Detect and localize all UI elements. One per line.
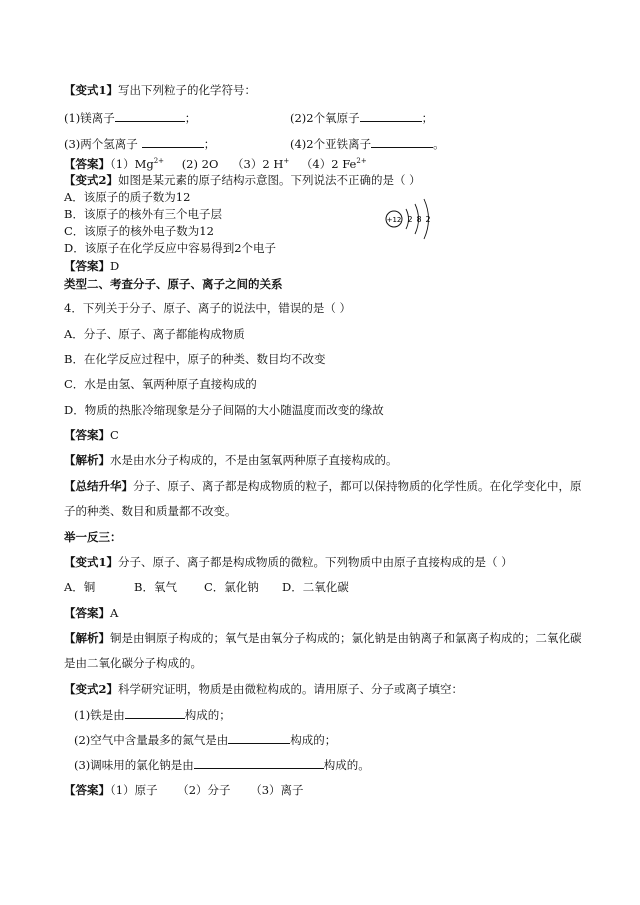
variant1-q2-wrap (290, 110, 433, 125)
analysis1 (64, 453, 398, 467)
shell-3-electrons: 2 (425, 215, 431, 224)
analysis2-line1 (64, 631, 582, 645)
analysis1-label: 【解析】 (64, 453, 110, 467)
variant1-q4-blank[interactable] (371, 136, 433, 148)
question4-option-b: B．在化学反应过程中，原子的种类、数目均不改变 (64, 352, 326, 366)
variant4-q1-blank[interactable] (125, 707, 185, 719)
variant1-instruction: 写出下列粒子的化学符号： (118, 83, 257, 97)
question4-option-c: C．水是由氢、氧两种原子直接构成的 (64, 377, 257, 391)
variant3-question: 分子、原子、离子都是构成物质的微粒。下列物质中由原子直接构成的是（ ） (118, 555, 513, 569)
variant3-options (64, 580, 349, 594)
variant1-q4: (4)2个亚铁离子 (290, 137, 372, 151)
variant2-option-b: B．该原子的核外有三个电子层 (64, 207, 222, 221)
answer1-part4: （4）2 Fe (300, 157, 357, 171)
variant4-q1 (74, 707, 231, 722)
variant1-q3: (3)两个氢离子 (64, 137, 138, 151)
variant4-label: 【变式2】 (64, 682, 119, 696)
variant1-q4-wrap (290, 136, 445, 151)
answer3-label: 【答案】 (64, 428, 110, 442)
variant2-label: 【变式2】 (64, 173, 119, 187)
variant1-q3-punct: ； (203, 137, 216, 151)
answer5-part3: （3）离子 (250, 783, 304, 797)
answer4 (64, 606, 118, 620)
variant4-q2-blank[interactable] (228, 732, 290, 744)
answer1-part1: （1）Mg (110, 157, 154, 171)
answer1-part3: （3）2 H (232, 157, 284, 171)
variant2-option-c: C．该原子的核外电子数为12 (64, 224, 214, 238)
answer5-part1: （1）原子 (110, 783, 158, 797)
variant1-q2-punct: ； (421, 111, 434, 125)
answer5-label: 【答案】 (64, 783, 110, 797)
answer5-part2: （2）分子 (177, 783, 231, 797)
answer1-part1-charge: 2+ (153, 157, 165, 166)
answer3-value: C (110, 428, 119, 442)
variant4-q2-text: (2)空气中含量最多的氮气是由 (74, 733, 229, 747)
atom-structure-diagram (384, 192, 436, 246)
answer5 (64, 783, 304, 797)
variant1-q1-punct: ； (184, 111, 197, 125)
variant4-q3 (74, 757, 370, 772)
answer1-label: 【答案】 (64, 157, 110, 171)
variant2-option-a: A．该原子的质子数为12 (64, 190, 191, 204)
summary-label: 【总结升华】 (64, 479, 133, 493)
variant3-option-b: B．氧气 (134, 580, 177, 594)
section-type2-title: 类型二、考查分子、原子、离子之间的关系 (64, 277, 283, 291)
variant2-option-d: D．该原子在化学反应中容易得到2个电子 (64, 241, 277, 255)
summary-line1 (64, 479, 582, 493)
shell-2-electrons: 8 (416, 215, 422, 224)
variant4-q3-blank[interactable] (194, 757, 324, 769)
summary-text-1: 分子、原子、离子都是构成物质的粒子，都可以保持物质的化学性质。在化学变化中，原 (133, 479, 582, 493)
variant3-label: 【变式1】 (64, 555, 119, 569)
variant1-q4-punct: 。 (433, 137, 445, 151)
variant1-q2: (2)2个氧原子 (290, 111, 360, 125)
variant4-q1-end: 构成的； (184, 708, 231, 722)
variant1-q1-blank[interactable] (115, 110, 185, 122)
variant1-q2-blank[interactable] (360, 110, 422, 122)
question4-option-a: A．分子、原子、离子都能构成物质 (64, 327, 245, 341)
answer4-label: 【答案】 (64, 606, 110, 620)
variant3-heading (64, 555, 513, 569)
shell-1-electrons: 2 (407, 215, 413, 224)
answer1-part2: (2) 2O (181, 157, 219, 171)
variant4-heading (64, 682, 463, 696)
answer3 (64, 428, 119, 442)
question4-stem: 4．下列关于分子、原子、离子的说法中，错误的是（ ） (64, 301, 351, 315)
answer1 (64, 157, 367, 171)
variant3-option-d: D．二氧化碳 (282, 580, 349, 594)
analysis1-text: 水是由水分子构成的，不是由氢氧两种原子直接构成的。 (110, 453, 398, 467)
variant1-q1: (1)镁离子 (64, 111, 115, 125)
practice-heading: 举一反三： (64, 530, 122, 544)
variant4-q1-text: (1)铁是由 (74, 708, 125, 722)
variant1-row2 (64, 136, 445, 151)
answer2-label: 【答案】 (64, 259, 110, 273)
analysis2-label: 【解析】 (64, 631, 110, 645)
variant1-q3-blank[interactable] (142, 136, 204, 148)
variant2-question: 如图是某元素的原子结构示意图。下列说法不正确的是（ ） (118, 173, 421, 187)
variant2-heading (64, 173, 421, 187)
variant4-q3-end: 构成的。 (323, 758, 370, 772)
variant4-q2 (74, 732, 336, 747)
variant4-q3-text: (3)调味用的氯化钠是由 (74, 758, 194, 772)
variant1-heading (64, 83, 256, 97)
answer4-value: A (110, 606, 119, 620)
variant4-instruction: 科学研究证明，物质是由微粒构成的。请用原子、分子或离子填空： (118, 682, 464, 696)
answer2-value: D (110, 259, 120, 273)
answer2 (64, 259, 119, 273)
analysis2-text-1: 铜是由铜原子构成的；氧气是由氧分子构成的；氯化钠是由钠离子和氯离子构成的；二氧化碳 (110, 631, 582, 645)
answer1-part4-charge: 2+ (356, 157, 367, 166)
analysis2-text-2: 是由二氧化碳分子构成的。 (64, 656, 202, 670)
answer1-part3-charge: + (283, 157, 290, 166)
summary-text-2: 子的种类、数目和质量都不改变。 (64, 504, 237, 518)
nucleus-charge: +12 (386, 216, 402, 224)
variant3-option-a: A．铜 (64, 580, 96, 594)
variant1-label: 【变式1】 (64, 83, 119, 97)
variant3-option-c: C．氯化钠 (204, 580, 259, 594)
variant4-q2-end: 构成的； (290, 733, 337, 747)
question4-option-d: D．物质的热胀冷缩现象是分子间隔的大小随温度而改变的缘故 (64, 403, 384, 417)
variant1-row1 (64, 110, 434, 125)
